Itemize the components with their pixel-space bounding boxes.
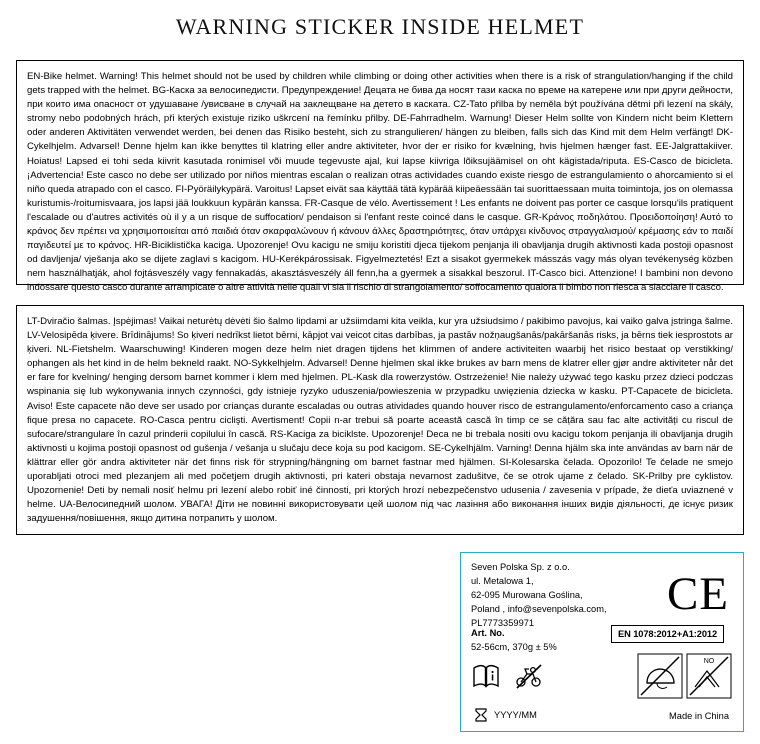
date-format-label: YYYY/MM (494, 710, 537, 720)
company-address-line-1: ul. Metalowa 1, (471, 575, 534, 586)
company-address-line-2: 62-095 Murowana Goślina, (471, 589, 583, 600)
no-moped-icon (514, 661, 548, 691)
page-title: WARNING STICKER INSIDE HELMET (175, 14, 585, 39)
warning-text-2: LT-Dviračio šalmas. Įspėjimas! Vaikai neturėtų dėvėti šio šalmo lipdami ar užsiimdami kita veikla, kur yra užsiudsimo / pakibimo pavojus, kai vaiko galva įstringa šalme. LV-Velosipēda ķivere. Brīdinājums! So ķiveri nedrīkst lietot bērni, kāpjot vai veicot citas darbības, ja pastāv nožņaugšanās/pakāršanās risks, ja bērns tiek iesprostots ar ķiveri. NL-Fietshelm. Waarschuwing! Kinderen mogen deze helm niet dragen tijdens het klimmen of andere activiteiten waarbij het risico bestaat op verstikking/ ophangen als het kind in de helm bekneld raakt. NO-Sykkelhjelm. Advarsel! Denne hjelmen skal ikke brukes av barn mens de klatrer eller gjør andre aktiviteter når det er fare for kvelning/ henging dersom barnet kommer i klem med hjelmen. PL-Kask dla rowerzystów. Ostrzeżenie! Nie należy używać tego kasku przez dzieci podczas wspinania się lub wykonywania innych czynności, gdy istnieje ryzyko uduszenia/powieszenia w przypadku uwięzienia dziecka w kasku. PT-Capacete de bicicleta. Aviso! Este capacete não deve ser usado por crianças durante escaladas ou outras atividades quando houver risco de estrangulamento/enforcamento caso a criança fique presa no capacete. RO-Casca pentru ciclişti. Avertisment! Copii n-ar trebui să poarte această cască în timp ce se cățăra sau fac alte activități cu riscul de sufocare/strangulare în cazul prinderii copilului în cască. RS-Kaciga za biciklste. Upozorenje! Deca ne bi trebala nositi ovu kacigu tokom penjanja ili obavljanja drugih aktivnosti u kojima postoji opasnost od gušenja / vešanja u slučaju dece koja su pod kacigom. SE-Cykelhjälm. Varning! Denna hjälm ska inte användas av barn när de klättrar eller gör andra aktiviteter när det finns risk för strypning/hängning om barnet fastnar med hjälmen. SI-Kolesarska čelada. Opozorilo! Te čelade ne smejo uporabljati otroci med plezanjem ali med početjem drugih aktivnosti, pri kateri obstaja nevarnost zadušitve, če se otrok ujame z čelado. SK-Prilby pre cyklistov. Upozornenie! Deti by nemali nosiť helmu pri lezení alebo robiť iné činnosti, pri ktorých hrozí nebezpečenstvo udusenia / zavesenia v prípade, že dieťa uviaznené v helme. UA-Велосипедний шолом. УВАГА! Діти не повинні використовувати цей шолом під час лазіння або виконання інших видів діяльності, де існує ризик задушення/повішення, якщо дитина потрапить у шолом. (27, 316, 733, 525)
warning-text-block-2 (16, 305, 744, 535)
article-number-label: Art. No. (471, 628, 505, 638)
company-name: Seven Polska Sp. z o.o. (471, 562, 570, 572)
hourglass-icon (473, 707, 489, 723)
no-climbing-helmet-icon (637, 653, 733, 699)
read-instructions-icon (471, 661, 505, 691)
article-number-value: 52-56cm, 370g ± 5% (471, 641, 557, 652)
svg-text:NO: NO (703, 658, 715, 665)
company-block (471, 561, 636, 631)
standard-norm-badge: EN 1078:2012+A1:2012 (611, 625, 724, 643)
manufacturer-info-box (460, 552, 744, 732)
pictogram-row (471, 661, 591, 691)
hourglass-date-icon (557, 661, 591, 691)
warning-text-1: EN-Bike helmet. Warning! This helmet should not be used by children while climbing or doing other activities when there is a risk of strangulation/hanging if the child gets trapped with the helmet. BG-Каска за велосипедисти. Предупреждение! Децата не бива да носят тази каска по време на катерене или при други дейности, при които има опасност от удушаване /увисване в случай на заклещване на детето в каската. CZ-Tato přilba by neměla být používána dětmi při lezení na skály, stromy nebo podobných hrách, při kterých existuje riziko uškrcení na řemínku přilby. DE-Fahrradhelm. Warnung! Dieser Helm sollte von Kindern nicht beim Klettern oder anderen Aktivitäten verwendet werden, bei denen das Risiko besteht, sich zu strangulieren/ hängen zu bleiben, falls sich das Kind mit dem Helm verfängt! DK-Cykelhjelm. Advarsel! Denne hjelm kan ikke benyttes til klatring eller andre aktiviteter, hvor der er risiko for kvælning, hvis hjelmen hænger fast. EE-Jalgrattakiiver. Hoiatus! Lapsed ei tohi seda kiivrit kasutada ronimisel või muude tegevuste ajal, kui lapse kiivriga lõiksujäämisel on oht kägistada/riputa. ES-Casco de bicicleta. ¡Advertencia! Este casco no debe ser utilizado por niños mientras escalan o realizan otras actividades cuando existe riesgo de estrangulamiento o ahorcamiento si el niño queda atrapado con el casco. FI-Pyöräilykypärä. Varoitus! Lapset eivät saa käyttää tätä kypärää kiipeäessään tai suorittaessaan muita toimintoja, jos on olemassa kuristumis-/roitumisvaara, jos lapsi jää loukkuun kypärän kanssa. FR-Casque de vélo. Avertissement ! Les enfants ne doivent pas porter ce casque lorsqu'ils pratiquent l'escalade ou d'autres activités où il y a un risque de suffocation/ pendaison si l'enfant reste coincé dans le casque. GR-Κράνος ποδηλάτου. Προειδοποίηση! Αυτό το κράνος δεν πρέπει να χρησιμοποιείται από παιδιά όταν σκαρφαλώνουν ή κάνουν άλλες δραστηριότητες, όταν υπάρχει κίνδυνος στραγγαλισμού/ κρέμασης εάν το παιδί παγιδευτεί με το κράνος. HR-Biciklistička kaciga. Upozorenje! Ovu kacigu ne smiju koristiti djeca tijekom penjanja ili obavljanja drugih aktivnosti kada postoji opasnost od davljenja/ vješanja ako se dijete zaglavi s kacigom. HU-Kerékpárossisak. Figyelmeztetés! Ezt a sisakot gyermekek másszás vagy más olyan tevékenység közben nem használhatják, ahol fojtásveszély vagy fennakadás, akasztásveszély áll fenn,ha a gyermek a sisakkal beszorul. IT-Casco bici. Attenzione! I bambini non devono indossare questo casco durante arrampicate o altre attività nelle quali vi sia il rischio di strangolamento/ soffocamento qualora il bimbo non riesca a slacciare il casco. (27, 71, 734, 294)
ce-mark-icon: CE (666, 568, 729, 620)
date-marking (473, 707, 537, 723)
company-vat-number: PL7773359971 (471, 617, 535, 628)
article-number-block (471, 627, 557, 655)
company-address-line-3: Poland , info@sevenpolska.com, (471, 603, 607, 614)
warning-text-block-1 (16, 60, 744, 294)
made-in-label: Made in China (669, 711, 729, 721)
